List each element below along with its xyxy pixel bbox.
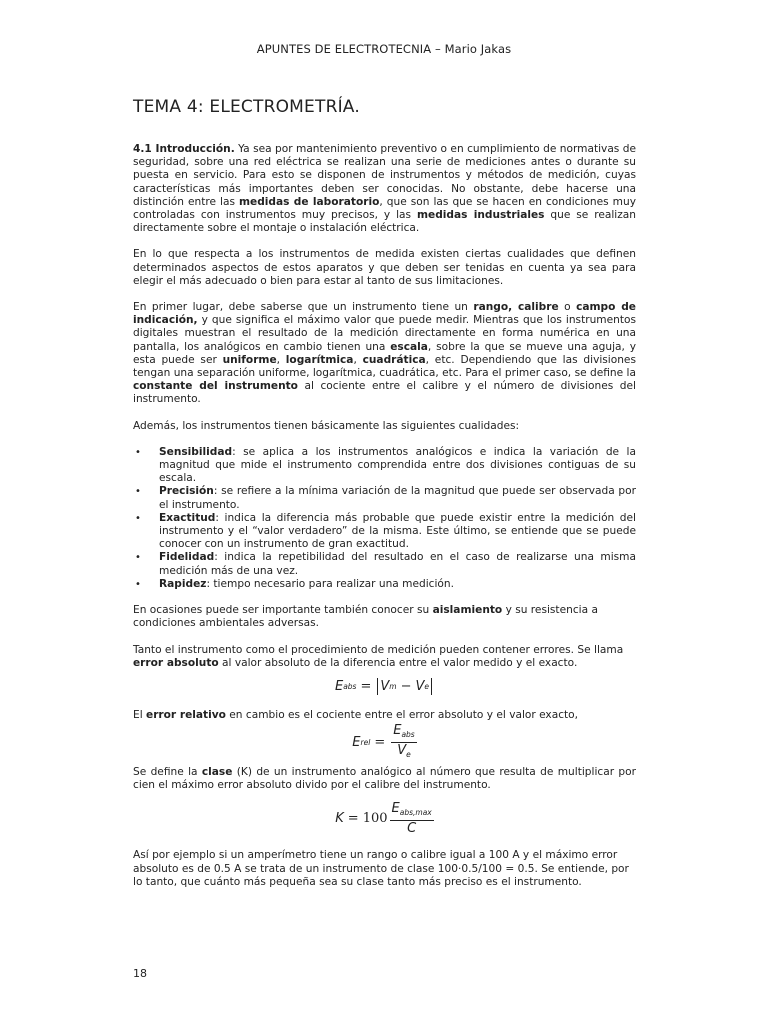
text-run: al valor absoluto de la diferencia entre el valor medido y el exacto. <box>218 656 578 669</box>
text-run: , <box>276 353 286 366</box>
list-item <box>133 446 636 486</box>
range-paragraph <box>133 301 636 407</box>
bold-term: logarítmica <box>285 353 354 366</box>
formula-symbol: V <box>415 678 425 694</box>
text-run: en cambio es el cociente entre el error absoluto y el valor exacto, <box>225 708 579 721</box>
formula-subscript: e <box>406 750 411 760</box>
relative-error-paragraph <box>133 709 636 722</box>
bold-term: medidas industriales <box>416 209 545 222</box>
formula-symbol: E <box>334 678 344 694</box>
list-item-text: : indica la diferencia más probable que puede existir entre la medición del instrumento y el “valor verdadero” de la misma. Este último, se entiende que se puede conocer con un instrumento de gran exactitud. <box>159 511 636 551</box>
bold-term: error relativo <box>146 708 226 721</box>
list-item-term: Rapidez <box>159 577 207 590</box>
formula-subscript: abs,max <box>399 807 432 817</box>
text-run: Ya sea por mantenimiento preventivo o en cumplimiento de normativas de seguridad, sobre una red eléctrica se realizan una serie de mediciones antes o durante su puesta en servicio. Para esto se disponen de instrumentos y métodos de medición, cuyas características más importantes deben ser conocidas. No obstante, debe hacerse una distinción entre las <box>133 143 636 208</box>
formula-operator: = <box>374 735 386 751</box>
fraction-numerator <box>391 724 416 743</box>
text-run: y que significa el máximo valor que puede medir. Mientras que los instrumentos digitales muestran el resultado de la medición directamente en forma numérica en una pantalla, los analógicos en cambio tienen una <box>133 314 636 353</box>
bold-term: clase <box>201 765 233 778</box>
absolute-error-paragraph <box>133 644 636 670</box>
bullet-icon: • <box>135 578 141 590</box>
formula-subscript: m <box>389 681 397 691</box>
bold-term: constante del instrumento <box>133 380 298 393</box>
fraction-numerator <box>390 802 434 821</box>
section-lead: 4.1 Introducción. <box>133 143 235 155</box>
text-run: , sobre la que se mueve una aguja, y esta puede ser <box>133 340 637 366</box>
bold-term: uniforme <box>222 353 277 366</box>
formula-subscript: abs <box>343 681 357 691</box>
formula-subscript: abs <box>401 730 415 740</box>
text-run: al cociente entre el calibre y el número de divisiones del instrumento. <box>133 380 636 406</box>
bullet-icon: • <box>135 512 141 524</box>
class-paragraph <box>133 766 636 792</box>
bold-term: error absoluto <box>133 656 219 669</box>
text-run: El <box>133 708 147 721</box>
bullet-icon: • <box>135 446 141 458</box>
qualities-lead-paragraph: Además, los instrumentos tienen básicamente las siguientes cualidades: <box>133 419 520 432</box>
example-paragraph: Así por ejemplo si un amperímetro tiene un rango o calibre igual a 100 A y el máximo error absoluto es de 0.5 A se trata de un instrumento de clase 100·0.5/100 = 0.5. Se entiende, por lo tanto, que cuánto más pequeña sea su clase tanto más preciso es el instrumento. <box>133 849 629 888</box>
chapter-title: TEMA 4: ELECTROMETRÍA. <box>133 97 360 117</box>
text-run: que se realizan directamente sobre el montaje o instalación eléctrica. <box>133 209 636 235</box>
class-formula <box>133 802 636 835</box>
bullet-icon: • <box>135 486 141 498</box>
list-item <box>133 578 636 591</box>
text-run: En primer lugar, debe saberse que un instrumento tiene un <box>133 301 474 314</box>
list-item <box>133 485 636 511</box>
formula-operator: − <box>400 678 412 694</box>
absolute-error-formula <box>133 678 636 695</box>
text-run: En ocasiones puede ser importante también conocer su <box>133 604 433 617</box>
list-item <box>133 512 636 552</box>
page-number: 18 <box>133 967 147 980</box>
formula-coefficient: 100 <box>362 811 388 827</box>
abs-bar-right <box>431 678 432 695</box>
qualities-list <box>133 446 636 591</box>
formula-symbol: V <box>380 678 390 694</box>
formula-symbol: K <box>335 811 344 827</box>
body-text <box>133 143 636 902</box>
intro-paragraph <box>133 143 636 235</box>
text-run: , <box>353 353 363 366</box>
formula-operator: = <box>360 678 372 694</box>
qualities-intro-paragraph: En lo que respecta a los instrumentos de medida existen ciertas cualidades que definen determinados aspectos de estos aparatos y que deben ser tenidas en cuenta ya sea para elegir el más adecuado o bien para estar al tanto de sus limitaciones. <box>133 248 636 287</box>
bold-term: campo de indicación, <box>133 301 636 327</box>
list-item-text: : se refiere a la mínima variación de la magnitud que puede ser observada por el instrumento. <box>159 485 636 511</box>
bold-term: aislamiento <box>432 604 503 617</box>
bold-term: medidas de laboratorio <box>238 195 380 208</box>
text-run: , etc. Dependiendo que las divisiones tengan una separación uniforme, logarítmica, cuadrática, etc. Para el primer caso, se define la <box>133 353 636 380</box>
fraction <box>390 802 434 835</box>
list-item-term: Fidelidad <box>159 551 215 564</box>
list-item-text: : tiempo necesario para realizar una medición. <box>206 577 454 590</box>
formula-symbol: E <box>391 800 400 816</box>
list-item-term: Exactitud <box>159 511 216 524</box>
bold-term: cuadrática <box>362 353 426 366</box>
abs-bar-left <box>377 678 378 695</box>
text-run: Tanto el instrumento como el procedimiento de medición pueden contener errores. Se llama <box>133 643 624 656</box>
fraction <box>391 724 416 761</box>
formula-operator: = <box>347 811 359 827</box>
formula-symbol: V <box>397 743 407 759</box>
text-run: (K) de un instrumento analógico al número que resulta de multiplicar por cien el máximo error absoluto divido por el calibre del instrumento. <box>133 765 636 791</box>
formula-subscript: e <box>424 681 430 691</box>
fraction-denominator <box>405 821 418 835</box>
isolation-paragraph <box>133 604 636 630</box>
text-run: o <box>558 301 577 314</box>
text-run: y su resistencia a condiciones ambientales adversas. <box>133 604 598 630</box>
relative-error-formula <box>133 724 636 761</box>
running-header: APUNTES DE ELECTROTECNIA – Mario Jakas <box>256 42 512 56</box>
text-run: Se define la <box>133 765 202 778</box>
bold-term: rango, calibre <box>473 301 559 314</box>
list-item-term: Precisión <box>159 485 214 498</box>
fraction-denominator <box>395 743 413 761</box>
list-item <box>133 551 636 577</box>
list-item-text: : indica la repetibilidad del resultado en el caso de realizarse una misma medición más de una vez. <box>159 551 636 577</box>
formula-symbol: E <box>352 735 361 751</box>
list-item-text: : se aplica a los instrumentos analógicos e indica la variación de la magnitud que mide el instrumento comprendida entre dos divisiones contiguas de su escala. <box>159 445 636 485</box>
bold-term: escala <box>390 340 428 353</box>
bullet-icon: • <box>135 552 141 564</box>
text-run: , que son las que se hacen en condiciones muy controladas con instrumentos muy precisos, y las <box>133 195 636 222</box>
formula-symbol: E <box>393 723 402 739</box>
formula-symbol: C <box>407 821 417 837</box>
formula-subscript: rel <box>360 738 371 748</box>
list-item-term: Sensibilidad <box>159 445 233 458</box>
